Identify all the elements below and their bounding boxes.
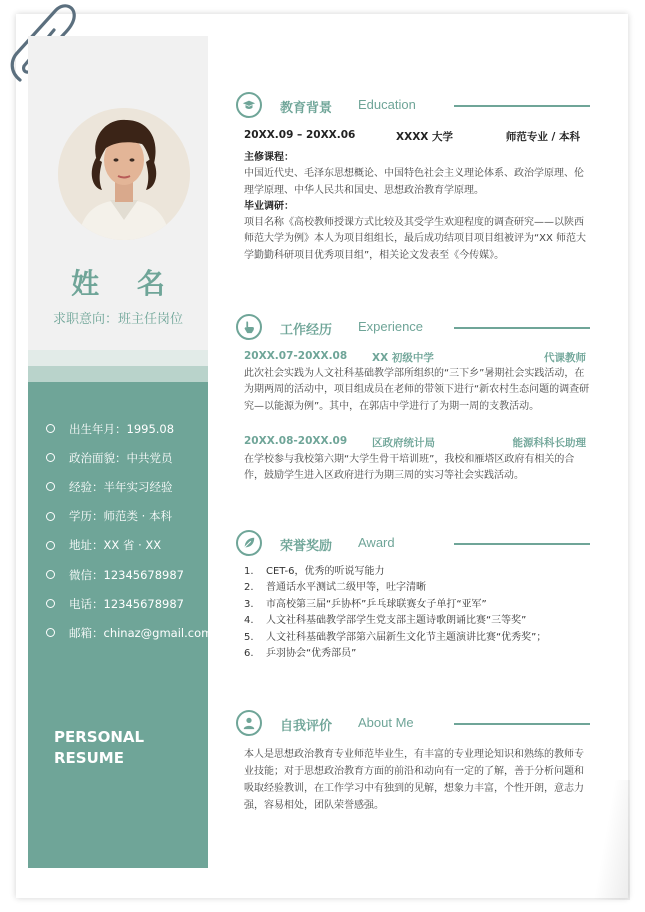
section-divider <box>454 105 590 107</box>
personal-resume-label: PERSONAL RESUME <box>54 728 145 767</box>
self-eval-text: 本人是思想政治教育专业师范毕业生，有丰富的专业理论知识和熟练的教师专业技能；对于思想政治教育方面的前沿和动向有一定的了解，善于分析问题和吸取经验教训，在工作学习中有独到的见解，想象力丰富，个性开朗，意志力强，容易相处，团队荣誉感强。 <box>244 749 584 811</box>
leaf-icon <box>236 530 262 556</box>
award-item: 3. 市高校第三届“乒协杯”乒乓球联赛女子单打“亚军” <box>244 598 487 610</box>
job-intent: 求职意向：班主任岗位 <box>52 312 183 327</box>
info-item-address: 地址：XX 省 · XX <box>46 531 206 560</box>
page-curl <box>590 780 630 900</box>
section-title-en: Award <box>358 535 395 550</box>
section-title-en: Education <box>358 97 416 112</box>
award-item: 5. 人文社科基础教学部第六届新生文化节主题演讲比赛“优秀奖”； <box>244 631 547 643</box>
bullet-circle-icon <box>46 599 55 608</box>
info-item-email: 邮箱：chinaz@gmail.com <box>46 618 206 647</box>
user-icon <box>236 710 262 736</box>
job-role: 能源科科长助理 <box>512 437 586 449</box>
info-item-experience: 经验：半年实习经验 <box>46 472 206 501</box>
personal-info-list <box>46 414 213 648</box>
job-desc-1: 此次社会实践为人文社科基础教学部所组织的“三下乡”暑期社会实践活动，在为期两周的活动中，项目组成员在老师的带领下进行“新农村生态问题的调查研究—以能源为例”。其中，在郭店中学进行了为期一周的支教活动。 <box>244 368 590 412</box>
hand-pointer-icon <box>236 314 262 340</box>
sidebar-band-accent <box>28 366 208 382</box>
section-title-cn: 教育背景 <box>280 101 333 116</box>
job-period: 20XX.07-20XX.08 <box>244 350 348 362</box>
section-experience-header <box>236 314 596 342</box>
sidebar-band <box>28 350 208 366</box>
section-divider <box>454 723 590 725</box>
research-text: 项目名称《高校教师授课方式比较及其受学生欢迎程度的调查研究——以陕西师范大学为例》本人为项目组组长，最后成功结项目项目组被评为“XX 师范大学勤勤科研项目优秀项目组”，相关论文发表至《今传媒》。 <box>244 217 587 261</box>
job-role: 代课教师 <box>544 352 586 364</box>
education-major: 师范专业 / 本科 <box>505 131 580 143</box>
section-title-cn: 荣誉奖励 <box>280 539 333 554</box>
award-item: 1. CET-6，优秀的听说写能力 <box>244 566 385 577</box>
courses-text: 中国近代史、毛泽东思想概论、中国特色社会主义理论体系、政治学原理、伦理学原理、中华人民共和国史、思想政治教育学原理。 <box>244 168 584 196</box>
bullet-circle-icon <box>46 424 55 433</box>
award-item: 4. 人文社科基础教学部学生党支部主题诗歌朗诵比赛“三等奖” <box>244 615 527 627</box>
bullet-circle-icon <box>46 541 55 550</box>
education-details <box>244 150 590 264</box>
section-title-en: Experience <box>358 319 424 334</box>
award-list <box>244 564 590 662</box>
award-item: 6. 乒羽协会“优秀部员” <box>244 647 357 659</box>
bullet-circle-icon <box>46 512 55 521</box>
section-title-en: About Me <box>358 715 414 730</box>
graduation-cap-icon <box>236 92 262 118</box>
avatar <box>58 108 190 240</box>
courses-label: 主修课程： <box>244 152 294 163</box>
section-award-header <box>236 530 596 558</box>
job-org: XX 初级中学 <box>372 352 434 364</box>
bullet-circle-icon <box>46 570 55 579</box>
bullet-circle-icon <box>46 628 55 637</box>
info-item-degree: 学历：师范类 · 本科 <box>46 502 206 531</box>
info-item-wechat: 微信：12345678987 <box>46 560 206 589</box>
job-org: 区政府统计局 <box>372 437 435 449</box>
job-period: 20XX.08-20XX.09 <box>244 435 348 447</box>
section-title-cn: 工作经历 <box>280 323 333 338</box>
research-label: 毕业调研： <box>244 200 294 212</box>
education-school: XXXX 大学 <box>396 131 454 143</box>
job-desc-2: 在学校参与我校第六期“大学生骨干培训班”，我校和雁塔区政府有相关的合作，鼓励学生进入区政府进行为期三周的实习等社会实践活动。 <box>244 454 575 482</box>
bullet-circle-icon <box>46 453 55 462</box>
info-item-political: 政治面貌：中共党员 <box>46 443 206 472</box>
section-divider <box>454 327 590 329</box>
candidate-name: 姓 名 <box>71 267 179 300</box>
section-divider <box>454 543 590 545</box>
section-title-cn: 自我评价 <box>280 719 333 734</box>
education-period: 20XX.09 – 20XX.06 <box>244 129 356 141</box>
section-education-header <box>236 92 596 120</box>
info-item-birth: 出生年月：1995.08 <box>46 414 206 443</box>
section-about-header <box>236 710 596 738</box>
info-item-phone: 电话：12345678987 <box>46 589 206 618</box>
award-item: 2. 普通话水平测试二级甲等，吐字清晰 <box>244 582 426 594</box>
bullet-circle-icon <box>46 482 55 491</box>
